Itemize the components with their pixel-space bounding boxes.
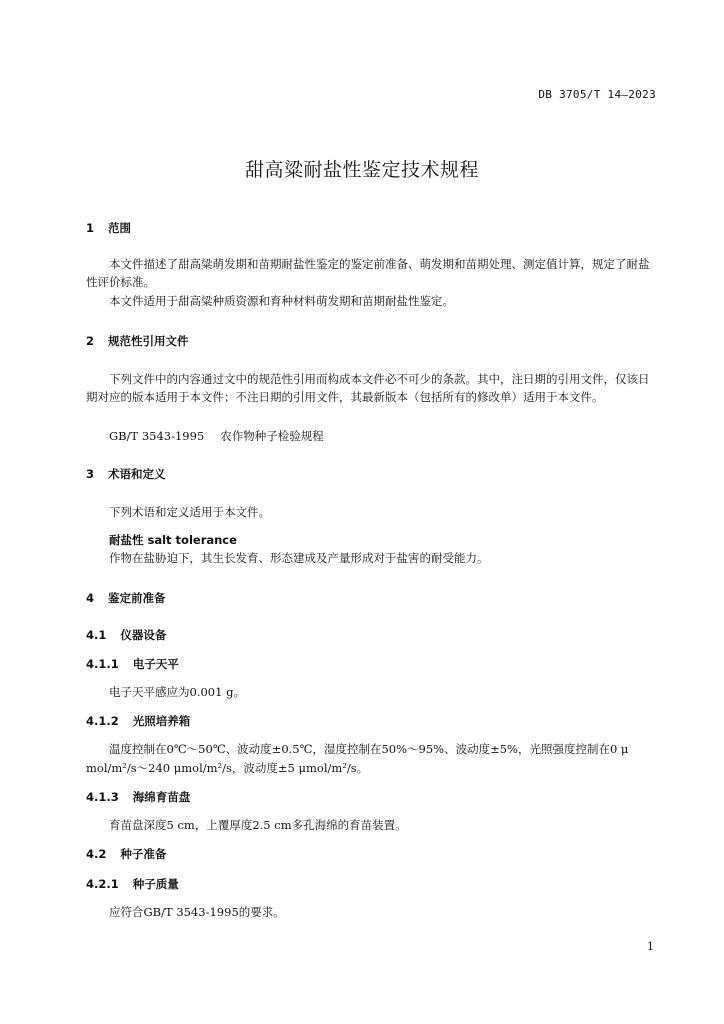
- section-4-2-1-number: 4.2.1: [86, 877, 119, 891]
- section-4-1-1-body: 电子天平感应为0.001 g。: [109, 685, 245, 699]
- reference-title: 农作物种子检验规程: [220, 429, 324, 443]
- section-4-2-title: 种子准备: [120, 847, 167, 861]
- section-3-number: 3: [86, 467, 95, 481]
- section-2-number: 2: [86, 334, 95, 348]
- section-4-1-title: 仪器设备: [120, 628, 167, 642]
- document-number: DB 3705/T 14—2023: [538, 88, 656, 101]
- section-4-1-2-heading: [86, 713, 190, 729]
- section-4-2-heading: [86, 846, 166, 862]
- normative-reference: [109, 428, 324, 444]
- section-4-1-3-title: 海绵育苗盘: [132, 790, 191, 804]
- section-1-heading: [86, 220, 131, 236]
- page-number: 1: [647, 940, 654, 953]
- term-entry: 耐盐性 salt tolerance: [109, 533, 237, 547]
- section-2-heading: [86, 333, 189, 349]
- document-title: 甜高粱耐盐性鉴定技术规程: [244, 159, 479, 181]
- section-3-paragraph-1: 下列术语和定义适用于本文件。: [109, 505, 270, 519]
- section-4-1-2-body-line-2: mol/m²/s～240 μmol/m²/s，波动度±5 μmol/m²/s。: [86, 761, 369, 775]
- term-definition: 作物在盐胁迫下，其生长发育、形态建成及产量形成对于盐害的耐受能力。: [109, 551, 489, 565]
- section-4-heading: [86, 590, 166, 606]
- section-4-1-3-heading: [86, 789, 190, 805]
- section-1-paragraph-1: 本文件描述了甜高粱萌发期和苗期耐盐性鉴定的鉴定前准备、萌发期和苗期处理、测定值计算，规定了耐盐性评价标准。: [86, 257, 650, 289]
- section-3-title: 术语和定义: [108, 467, 166, 481]
- section-4-2-1-body: 应符合GB/T 3543-1995的要求。: [109, 905, 285, 919]
- section-4-1-2-body-line-1: 温度控制在0℃～50℃、波动度±0.5℃，湿度控制在50%～95%、波动度±5%，光照强度控制在0 μ: [109, 742, 629, 756]
- section-4-2-number: 4.2: [86, 847, 107, 861]
- section-4-1-3-number: 4.1.3: [86, 790, 119, 804]
- section-4-title: 鉴定前准备: [108, 591, 166, 605]
- section-4-1-2-title: 光照培养箱: [132, 714, 191, 728]
- section-1-number: 1: [86, 221, 95, 235]
- section-2-paragraph-1: 下列文件中的内容通过文中的规范性引用而构成本文件必不可少的条款。其中，注日期的引用文件，仅该日期对应的版本适用于本文件；不注日期的引用文件，其最新版本（包括所有的修改单）适用于本文件。: [86, 372, 650, 404]
- section-1-title: 范围: [108, 221, 132, 235]
- section-4-2-1-title: 种子质量: [132, 877, 179, 891]
- section-4-1-1-heading: [86, 656, 179, 672]
- section-4-number: 4: [86, 591, 95, 605]
- section-1-paragraph-2: 本文件适用于甜高粱种质资源和育种材料萌发期和苗期耐盐性鉴定。: [109, 294, 454, 308]
- section-2-title: 规范性引用文件: [108, 334, 189, 348]
- section-4-1-3-body: 育苗盘深度5 cm，上覆厚度2.5 cm多孔海绵的育苗装置。: [109, 818, 407, 832]
- section-4-1-heading: [86, 627, 166, 643]
- section-4-1-number: 4.1: [86, 628, 107, 642]
- section-4-1-2-number: 4.1.2: [86, 714, 119, 728]
- reference-code: GB/T 3543-1995: [109, 429, 205, 443]
- section-3-heading: [86, 466, 166, 482]
- section-4-1-1-number: 4.1.1: [86, 657, 119, 671]
- section-4-2-1-heading: [86, 876, 179, 892]
- section-4-1-1-title: 电子天平: [132, 657, 179, 671]
